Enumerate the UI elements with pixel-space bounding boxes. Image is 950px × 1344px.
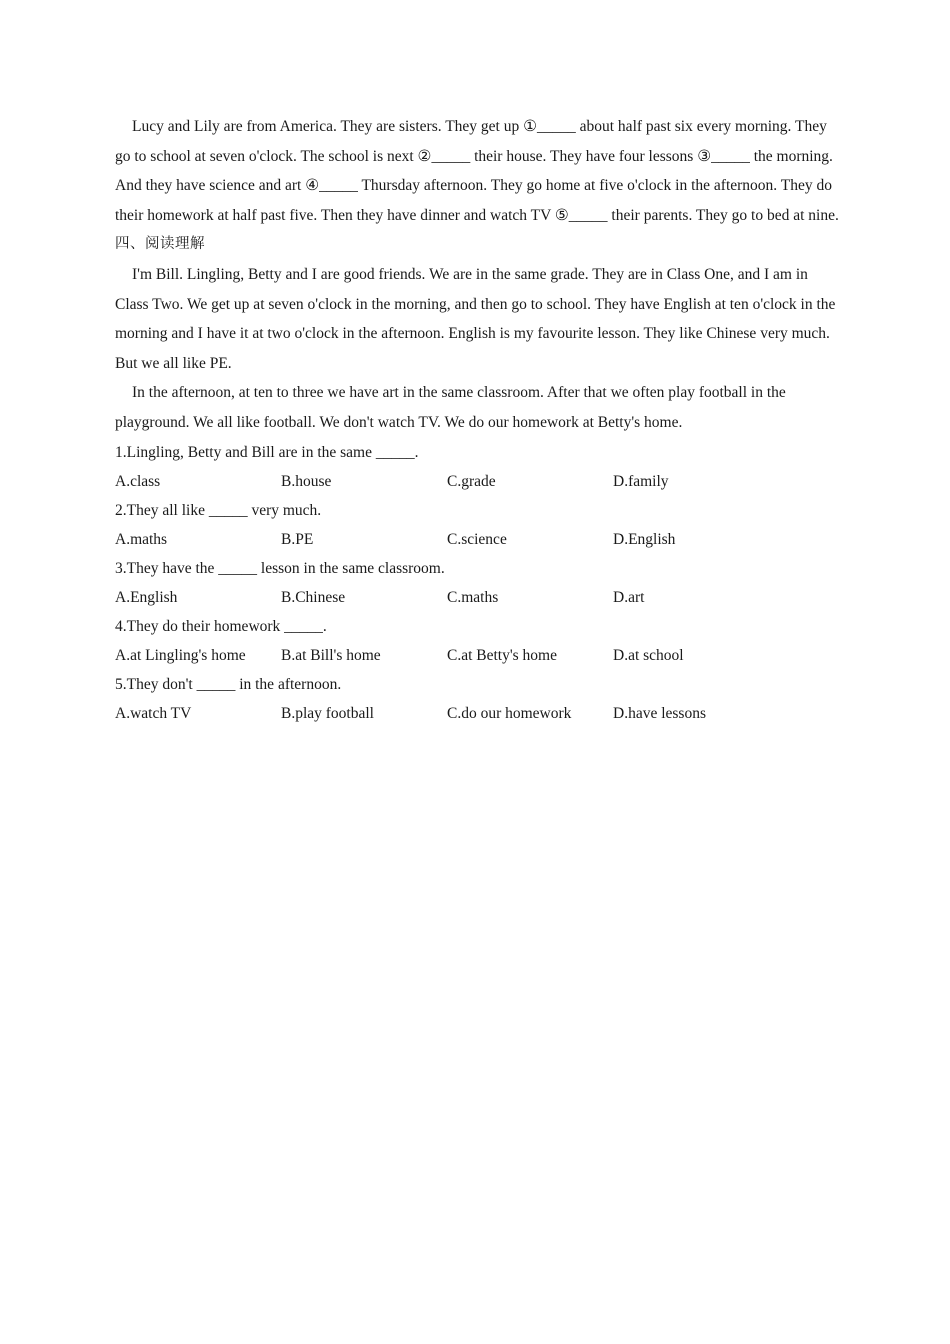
option-b: B.house [281, 472, 332, 490]
question-stem: 3.They have the _____ lesson in the same classroom. [115, 559, 445, 577]
option-d: D.at school [613, 646, 684, 664]
option-c: C.do our homework [447, 704, 572, 722]
option-a: A.at Lingling's home [115, 646, 246, 664]
answer-options [115, 583, 840, 612]
worksheet-content [115, 112, 840, 728]
reading-passage-paragraph-1: I'm Bill. Lingling, Betty and I are good friends. We are in the same grade. They are in Class One, and I am in Class Two. We get up at seven o'clock in the morning, and then go to school. They have English at ten o'clock in the morning and I have it at two o'clock in the afternoon. English is my favourite lesson. They like Chinese very much. But we all like PE. [115, 265, 836, 372]
option-d: D.have lessons [613, 704, 706, 722]
option-c: C.science [447, 530, 507, 548]
question-2 [115, 496, 840, 554]
answer-options [115, 641, 840, 670]
answer-options [115, 699, 840, 728]
question-3 [115, 554, 840, 612]
question-stem: 4.They do their homework _____. [115, 617, 327, 635]
option-d: D.English [613, 530, 676, 548]
option-b: B.play football [281, 704, 374, 722]
question-stem: 5.They don't _____ in the afternoon. [115, 675, 342, 693]
question-stem: 2.They all like _____ very much. [115, 501, 322, 519]
question-4 [115, 612, 840, 670]
option-a: A.class [115, 472, 161, 490]
question-stem: 1.Lingling, Betty and Bill are in the same _____. [115, 443, 419, 461]
option-a: A.maths [115, 530, 168, 548]
option-b: B.PE [281, 530, 314, 548]
option-c: C.grade [447, 472, 496, 490]
answer-options [115, 467, 840, 496]
option-c: C.maths [447, 588, 499, 606]
answer-options [115, 525, 840, 554]
option-b: B.Chinese [281, 588, 346, 606]
option-a: A.watch TV [115, 704, 192, 722]
question-5 [115, 670, 840, 728]
cloze-passage: Lucy and Lily are from America. They are sisters. They get up ①_____ about half past six every morning. They go to school at seven o'clock. The school is next ②_____ their house. They have four lessons ③_____ the morning. And they have science and art ④_____ Thursday afternoon. They go home at five o'clock in the afternoon. They do their homework at half past five. Then they have dinner and watch TV ⑤_____ their parents. They go to bed at nine. [115, 118, 839, 224]
question-1 [115, 438, 840, 496]
option-a: A.English [115, 588, 178, 606]
option-d: D.family [613, 472, 669, 490]
option-c: C.at Betty's home [447, 646, 557, 664]
reading-passage-paragraph-2: In the afternoon, at ten to three we have art in the same classroom. After that we often play football in the playground. We all like football. We don't watch TV. We do our homework at Betty's home. [115, 384, 786, 431]
option-d: D.art [613, 588, 645, 606]
option-b: B.at Bill's home [281, 646, 381, 664]
section-heading-reading: 四、阅读理解 [115, 236, 205, 253]
